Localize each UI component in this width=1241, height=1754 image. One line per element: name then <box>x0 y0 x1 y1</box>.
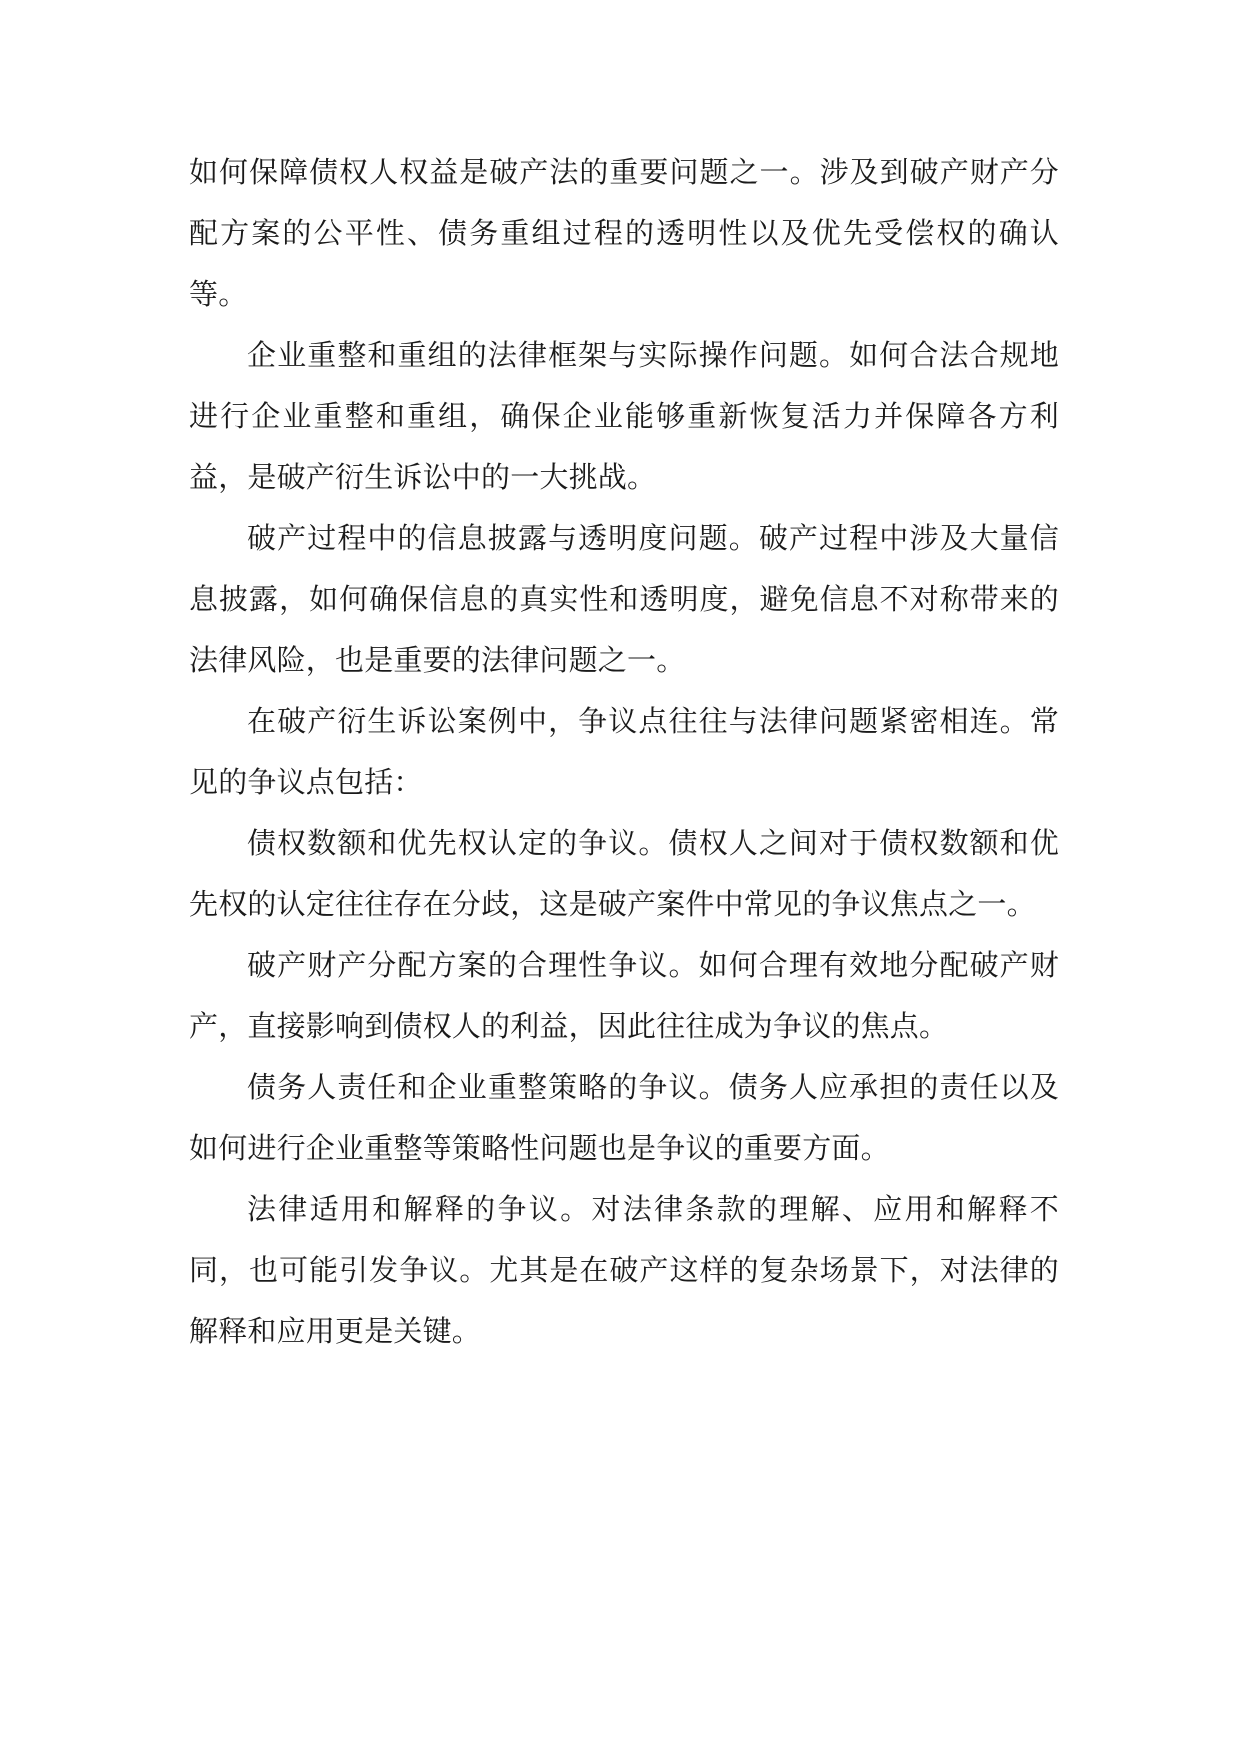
document-body <box>189 142 1059 1362</box>
paragraph-information-disclosure: 破产过程中的信息披露与透明度问题。破产过程中涉及大量信息披露，如何确保信息的真实性和透明度，避免信息不对称带来的法律风险，也是重要的法律问题之一。 <box>189 521 1059 677</box>
paragraph-reorganization-framework: 企业重整和重组的法律框架与实际操作问题。如何合法合规地进行企业重整和重组，确保企业能够重新恢复活力并保障各方利益，是破产衍生诉讼中的一大挑战。 <box>189 338 1059 494</box>
paragraph-claim-amount-dispute: 债权数额和优先权认定的争议。债权人之间对于债权数额和优先权的认定往往存在分歧，这是破产案件中常见的争议焦点之一。 <box>189 826 1059 921</box>
paragraph-dispute-intro: 在破产衍生诉讼案例中，争议点往往与法律问题紧密相连。常见的争议点包括： <box>189 704 1059 799</box>
paragraph-law-interpretation-dispute: 法律适用和解释的争议。对法律条款的理解、应用和解释不同，也可能引发争议。尤其是在破产这样的复杂场景下，对法律的解释和应用更是关键。 <box>189 1192 1059 1348</box>
paragraph-distribution-dispute: 破产财产分配方案的合理性争议。如何合理有效地分配破产财产，直接影响到债权人的利益，因此往往成为争议的焦点。 <box>189 948 1059 1043</box>
paragraph-debtor-liability-dispute: 债务人责任和企业重整策略的争议。债务人应承担的责任以及如何进行企业重整等策略性问题也是争议的重要方面。 <box>189 1070 1059 1165</box>
paragraph-creditor-rights: 如何保障债权人权益是破产法的重要问题之一。涉及到破产财产分配方案的公平性、债务重组过程的透明性以及优先受偿权的确认等。 <box>189 155 1059 311</box>
